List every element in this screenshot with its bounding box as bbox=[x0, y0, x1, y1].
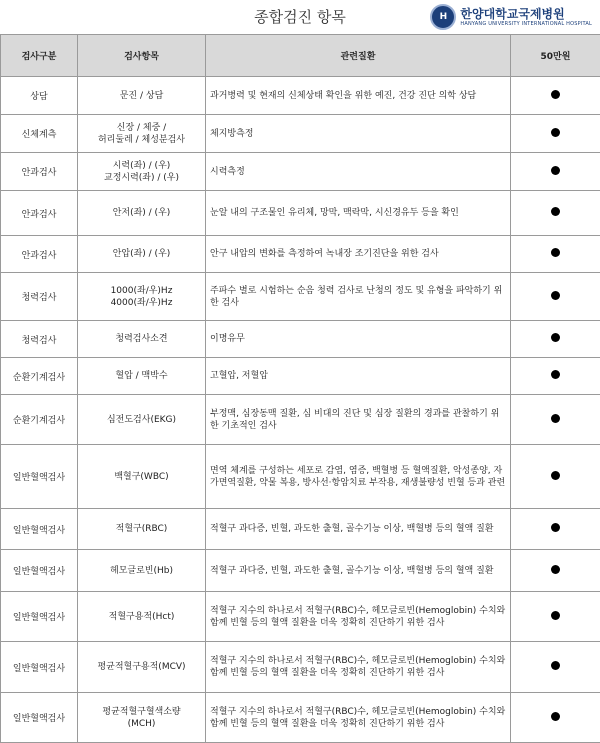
included-dot-icon bbox=[551, 166, 560, 175]
cell-exam-item: 혈압 / 맥박수 bbox=[78, 358, 206, 395]
cell-related-disease: 적혈구 지수의 하나로서 적혈구(RBC)수, 헤모글로빈(Hemoglobin) 수치와 함께 빈혈 등의 혈액 질환을 더욱 정확히 진단하기 위한 검사 bbox=[206, 592, 511, 642]
cell-included bbox=[511, 273, 600, 321]
cell-category: 순환기계검사 bbox=[1, 358, 78, 395]
cell-exam-item: 평균적혈구용적(MCV) bbox=[78, 642, 206, 693]
included-dot-icon bbox=[551, 333, 560, 342]
cell-exam-item: 신장 / 체중 / 허리둘레 / 체성분검사 bbox=[78, 115, 206, 153]
page-title: 종합검진 항목 bbox=[0, 0, 540, 34]
cell-included bbox=[511, 153, 600, 191]
included-dot-icon bbox=[551, 370, 560, 379]
cell-related-disease: 적혈구 과다증, 빈혈, 과도한 출혈, 골수기능 이상, 백혈병 등의 혈액 질환 bbox=[206, 550, 511, 592]
cell-included bbox=[511, 236, 600, 273]
cell-category: 일반혈액검사 bbox=[1, 693, 78, 743]
cell-category: 청력검사 bbox=[1, 273, 78, 321]
table-row bbox=[1, 445, 600, 509]
cell-category: 상담 bbox=[1, 77, 78, 115]
table-row bbox=[1, 509, 600, 550]
cell-related-disease: 시력측정 bbox=[206, 153, 511, 191]
table-row bbox=[1, 693, 600, 743]
cell-included bbox=[511, 395, 600, 445]
cell-related-disease: 부정맥, 심장동맥 질환, 심 비대의 진단 및 심장 질환의 경과를 관찰하기 위한 기초적인 검사 bbox=[206, 395, 511, 445]
cell-related-disease: 눈알 내의 구조물인 유리체, 망막, 맥락막, 시신경유두 등을 확인 bbox=[206, 191, 511, 236]
table-row bbox=[1, 642, 600, 693]
header-category: 검사구분 bbox=[1, 35, 78, 77]
included-dot-icon bbox=[551, 712, 560, 721]
cell-related-disease: 주파수 별로 시험하는 순음 청력 검사로 난청의 정도 및 유형을 파악하기 위한 검사 bbox=[206, 273, 511, 321]
header-related-disease: 관련질환 bbox=[206, 35, 511, 77]
cell-exam-item: 평균적혈구혈색소량 (MCH) bbox=[78, 693, 206, 743]
cell-exam-item: 청력검사소견 bbox=[78, 321, 206, 358]
cell-included bbox=[511, 358, 600, 395]
cell-included bbox=[511, 77, 600, 115]
cell-exam-item: 적혈구(RBC) bbox=[78, 509, 206, 550]
cell-exam-item: 적혈구용적(Hct) bbox=[78, 592, 206, 642]
table-row bbox=[1, 395, 600, 445]
included-dot-icon bbox=[551, 90, 560, 99]
exam-items-table bbox=[0, 34, 600, 743]
header-price-package: 50만원 bbox=[511, 35, 600, 77]
included-dot-icon bbox=[551, 523, 560, 532]
cell-category: 안과검사 bbox=[1, 153, 78, 191]
logo-korean-name: 한양대학교국제병원 bbox=[460, 7, 592, 21]
cell-included bbox=[511, 191, 600, 236]
included-dot-icon bbox=[551, 565, 560, 574]
cell-exam-item: 문진 / 상담 bbox=[78, 77, 206, 115]
cell-category: 안과검사 bbox=[1, 236, 78, 273]
cell-included bbox=[511, 550, 600, 592]
table-row bbox=[1, 550, 600, 592]
table-header-row bbox=[1, 35, 600, 77]
cell-included bbox=[511, 445, 600, 509]
included-dot-icon bbox=[551, 661, 560, 670]
cell-related-disease: 적혈구 과다증, 빈혈, 과도한 출혈, 골수기능 이상, 백혈병 등의 혈액 질환 bbox=[206, 509, 511, 550]
cell-included bbox=[511, 693, 600, 743]
cell-included bbox=[511, 321, 600, 358]
cell-included bbox=[511, 509, 600, 550]
table-row bbox=[1, 115, 600, 153]
table-row bbox=[1, 191, 600, 236]
cell-related-disease: 면역 체계를 구성하는 세포로 감염, 염증, 백혈병 등 혈액질환, 악성종양, 자가면역질환, 약물 복용, 방사선·항암치료 부작용, 재생불량성 빈혈 등과 관련 bbox=[206, 445, 511, 509]
cell-category: 일반혈액검사 bbox=[1, 550, 78, 592]
cell-category: 안과검사 bbox=[1, 191, 78, 236]
cell-category: 일반혈액검사 bbox=[1, 642, 78, 693]
cell-related-disease: 적혈구 지수의 하나로서 적혈구(RBC)수, 헤모글로빈(Hemoglobin) 수치와 함께 빈혈 등의 혈액 질환을 더욱 정확히 진단하기 위한 검사 bbox=[206, 642, 511, 693]
included-dot-icon bbox=[551, 611, 560, 620]
included-dot-icon bbox=[551, 128, 560, 137]
table-row bbox=[1, 77, 600, 115]
cell-related-disease: 체지방측정 bbox=[206, 115, 511, 153]
hospital-seal-icon: H bbox=[430, 4, 456, 30]
cell-exam-item: 시력(좌) / (우) 교정시력(좌) / (우) bbox=[78, 153, 206, 191]
included-dot-icon bbox=[551, 207, 560, 216]
cell-category: 일반혈액검사 bbox=[1, 445, 78, 509]
header-item: 검사항목 bbox=[78, 35, 206, 77]
table-row bbox=[1, 273, 600, 321]
cell-category: 일반혈액검사 bbox=[1, 592, 78, 642]
table-row bbox=[1, 321, 600, 358]
cell-included bbox=[511, 642, 600, 693]
page-header bbox=[0, 0, 600, 34]
table-row bbox=[1, 358, 600, 395]
cell-related-disease: 이명유무 bbox=[206, 321, 511, 358]
cell-category: 일반혈액검사 bbox=[1, 509, 78, 550]
included-dot-icon bbox=[551, 248, 560, 257]
included-dot-icon bbox=[551, 471, 560, 480]
cell-exam-item: 안저(좌) / (우) bbox=[78, 191, 206, 236]
cell-related-disease: 고혈압, 저혈압 bbox=[206, 358, 511, 395]
included-dot-icon bbox=[551, 414, 560, 423]
cell-included bbox=[511, 592, 600, 642]
cell-exam-item: 안압(좌) / (우) bbox=[78, 236, 206, 273]
hospital-logo bbox=[430, 4, 592, 30]
cell-exam-item: 헤모글로빈(Hb) bbox=[78, 550, 206, 592]
table-body bbox=[1, 77, 600, 743]
cell-related-disease: 과거병력 및 현재의 신체상태 확인을 위한 예진, 건강 진단 의학 상담 bbox=[206, 77, 511, 115]
cell-category: 신체계측 bbox=[1, 115, 78, 153]
cell-included bbox=[511, 115, 600, 153]
cell-related-disease: 적혈구 지수의 하나로서 적혈구(RBC)수, 헤모글로빈(Hemoglobin) 수치와 함께 빈혈 등의 혈액 질환을 더욱 정확히 진단하기 위한 검사 bbox=[206, 693, 511, 743]
cell-exam-item: 1000(좌/우)Hz 4000(좌/우)Hz bbox=[78, 273, 206, 321]
cell-related-disease: 안구 내압의 변화를 측정하여 녹내장 조기진단을 위한 검사 bbox=[206, 236, 511, 273]
table-row bbox=[1, 236, 600, 273]
cell-exam-item: 백혈구(WBC) bbox=[78, 445, 206, 509]
cell-category: 순환기계검사 bbox=[1, 395, 78, 445]
logo-text-block bbox=[460, 7, 592, 28]
table-row bbox=[1, 592, 600, 642]
table-row bbox=[1, 153, 600, 191]
cell-exam-item: 심전도검사(EKG) bbox=[78, 395, 206, 445]
included-dot-icon bbox=[551, 291, 560, 300]
cell-category: 청력검사 bbox=[1, 321, 78, 358]
logo-english-name: HANYANG UNIVERSITY INTERNATIONAL HOSPITAL bbox=[460, 21, 592, 28]
